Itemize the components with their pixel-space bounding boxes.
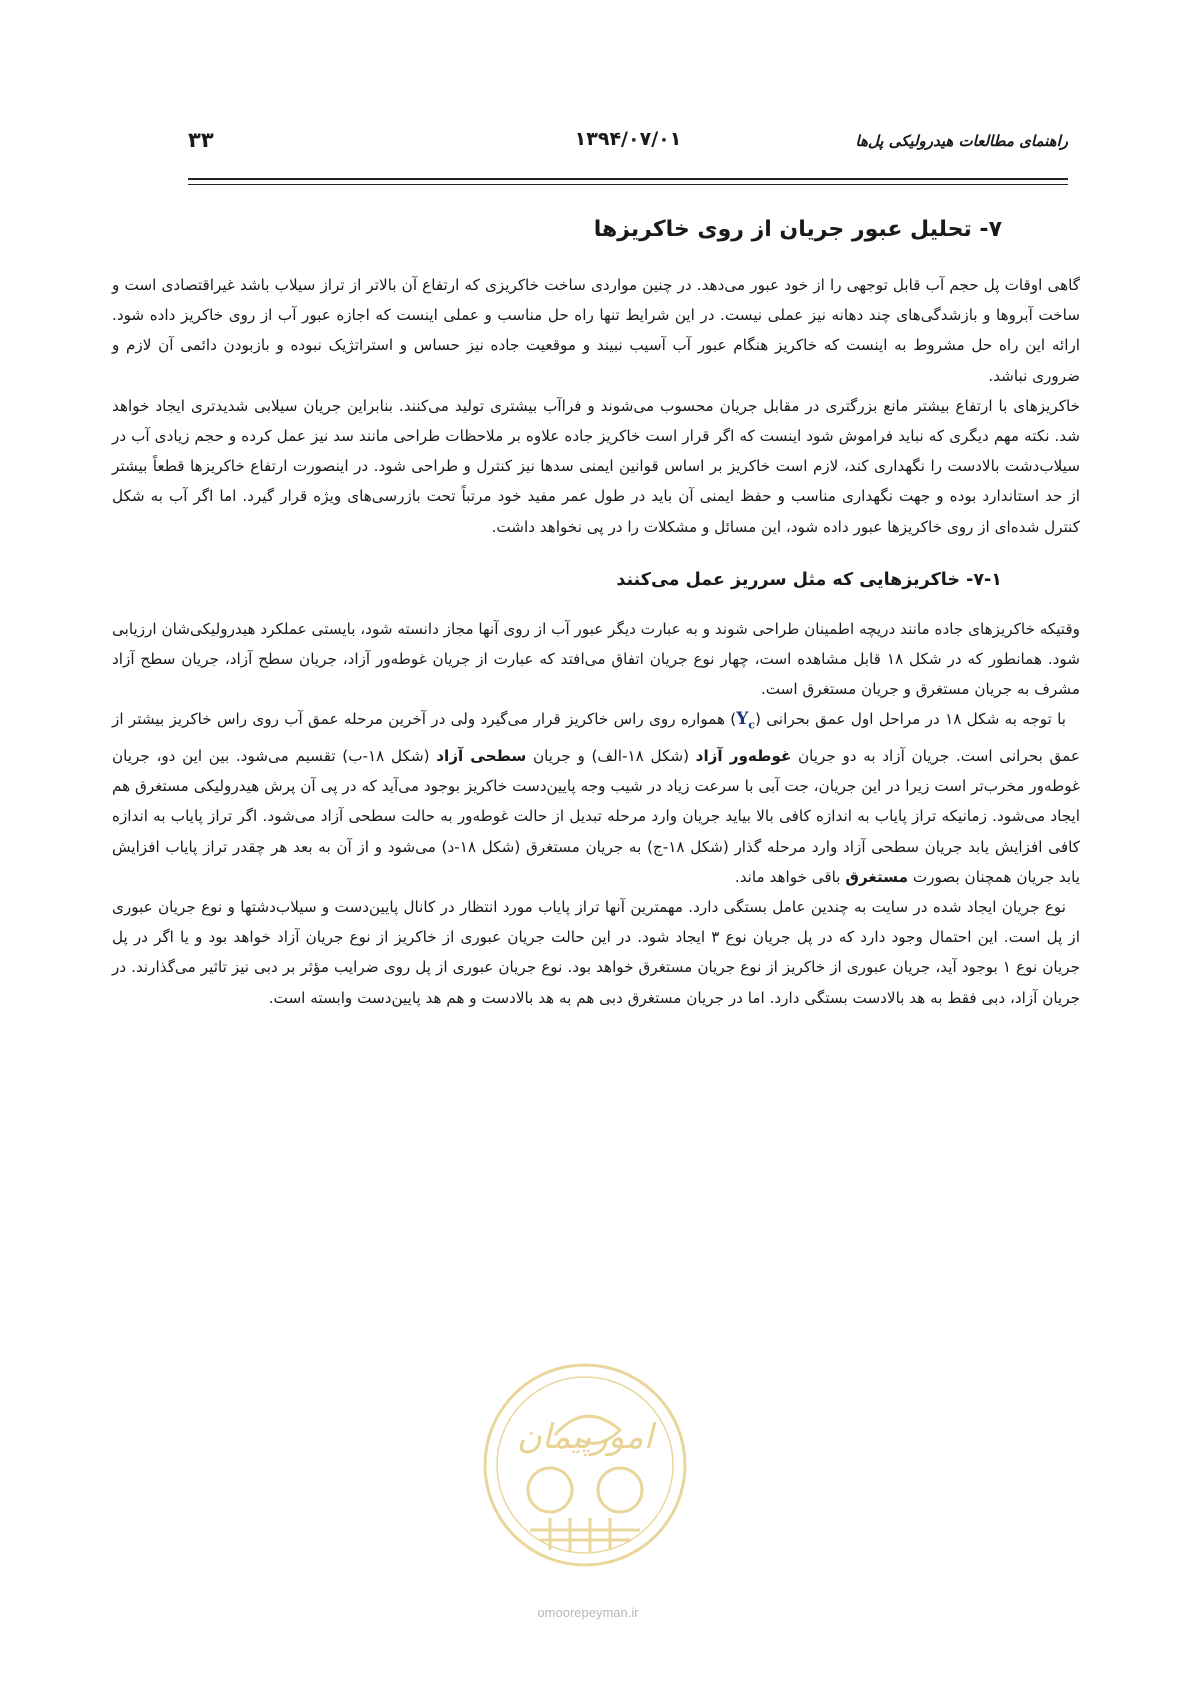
term-surface-free: سطحی آزاد <box>436 747 527 766</box>
seal-graphic <box>460 1340 710 1590</box>
term-submerged: مستغرق <box>845 867 909 886</box>
subsection-paragraph-2 <box>112 704 1080 892</box>
p2-text-4: (شکل ۱۸-ب) تقسیم می‌شود. بین این دو، جریان غوطه‌ور مخرب‌تر است زیرا در این جریان، جت آبی با سرعت زیاد در شیب وجه پایین‌دست خاکریز بوجود می‌آید که در پی آن پرش هیدرولیکی مستغرق هم ایجاد می‌شود. زمانیکه تراز پایاب به اندازه کافی بالا بیاید جریان وارد مرحله تبدیل از حالت غوطه‌ور به حالت سطحی آزاد می‌شود. اگر تراز پایاب به اندازه کافی افزایش یابد جریان سطحی آزاد وارد مرحله گذار (شکل ۱۸-ج) به جریان مستغرق (شکل ۱۸-د) می‌شود و از آن به بعد هر چقدر تراز پایاب افزایش یابد جریان همچنان بصورت <box>112 747 1080 886</box>
subsection-heading: ۷-۱- خاکریزهایی که مثل سرریز عمل می‌کنند <box>616 569 1002 590</box>
section-paragraph-2: خاکریزهای با ارتفاع بیشتر مانع بزرگتری در مقابل جریان محسوب می‌شوند و فراآب بیشتری تولید می‌کنند. بنابراین جریان سیلابی شدیدتری ایجاد خواهد شد. نکته مهم دیگری که نباید فراموش شود اینست که اگر قرار است خاکریز جاده علاوه بر ملاحظات طراحی مانند سد نیز عمل کرده و حجم زیادی آب در سیلاب‌دشت بالادست را نگهداری کند، لازم است خاکریز بر اساس قوانین ایمنی سدها نیز کنترل و طراحی شود. در اینصورت ارتفاع خاکریزها قطعاً بیشتر از حد استاندارد بوده و جهت نگهداری مناسب و حفظ ایمنی آن باید در طول عمر مفید خود مرتباً تحت بازرسی‌های ویژه قرار گیرد. اما اگر آب به شکل کنترل شده‌ای از روی خاکریزها عبور داده شود، این مسائل و مشکلات را در پی نخواهد داشت. <box>112 396 1080 536</box>
p2-text-3: (شکل ۱۸-الف) و جریان <box>526 747 696 766</box>
section-paragraph-1: گاهی اوقات پل حجم آب قابل توجهی را از خود عبور می‌دهد. در چنین مواردی ساخت خاکریزی که ارتفاع آن بالاتر از تراز سیلاب باشد غیراقتصادی است و ساخت آبروها و بازشدگی‌های چند دهانه نیز عملی نیست. در این شرایط تنها راه حل مناسب و عملی اینست که اجازه عبور آب از روی خاکریز داده شود. ارائه این راه حل مشروط به اینست که خاکریز هنگام عبور آب آسیب نبیند و موقعیت جاده نیز حساس و استراتژیک نبوده و بازبودن دائمی آن لازم و ضروری نباشد. <box>112 276 1080 385</box>
page-body <box>112 212 1080 1013</box>
critical-depth-symbol <box>736 709 756 732</box>
p2-text-5: باقی خواهد ماند. <box>734 867 846 886</box>
p2-text-1: با توجه به شکل ۱۸ در مراحل اول عمق بحرانی ( <box>755 710 1066 729</box>
symbol-y: Y <box>736 709 749 730</box>
page-header <box>188 128 1068 160</box>
seal-text: امورپیمان <box>516 1417 654 1457</box>
watermark-url: omoorepeyman.ir <box>537 1605 639 1620</box>
section-heading: ۷- تحلیل عبور جریان از روی خاکریزها <box>593 217 1002 242</box>
running-title: راهنمای مطالعات هیدرولیکی پل‌ها <box>855 132 1068 150</box>
term-plunging-free: غوطه‌ور آزاد <box>695 747 792 766</box>
subsection-paragraph-1: وقتیکه خاکریزهای جاده مانند دریچه اطمینان طراحی شوند و به عبارت دیگر عبور آب از روی آنها مجاز دانسته شود، بایستی عملکرد هیدرولیکی‌شان ارزیابی شود. همانطور که در شکل ۱۸ قابل مشاهده است، چهار نوع جریان اتفاق می‌افتد که عبارت از جریان غوطه‌ور آزاد، جریان سطح آزاد، جریان سطح آزاد مشرف به جریان مستغرق و جریان مستغرق است. <box>112 619 1080 699</box>
header-rule-thin <box>188 184 1068 185</box>
header-date: ۱۳۹۴/۰۷/۰۱ <box>574 128 682 150</box>
symbol-subscript-c: c <box>748 718 756 732</box>
p2-text-2: ) همواره روی راس خاکریز قرار می‌گیرد ولی در آخرین مرحله عمق آب روی راس خاکریز بیشتر از عمق بحرانی است. جریان آزاد به دو جریان <box>112 710 1080 766</box>
page-number: ۳۳ <box>188 128 214 152</box>
header-rule-thick <box>188 178 1068 180</box>
watermark-seal <box>460 1340 710 1590</box>
subsection-paragraph-3: نوع جریان ایجاد شده در سایت به چندین عامل بستگی دارد. مهمترین آنها تراز پایاب مورد انتظار در کانال پایین‌دست و سیلاب‌دشتها و نوع جریان عبوری از پل است. این احتمال وجود دارد که در پل جریان نوع ۳ ایجاد شود. در این حالت جریان عبوری از خاکریز از نوع جریان آزاد خواهد بود و یا اگر در پل جریان نوع ۱ بوجود آید، جریان عبوری از خاکریز از نوع جریان مستغرق خواهد بود. نوع جریان عبوری از پل روی ضرایب مؤثر بر دبی نیز تاثیر می‌گذارند. در جریان آزاد، دبی فقط به هد بالادست بستگی دارد. اما در جریان مستغرق دبی هم به هد بالادست و هم هد پایین‌دست وابسته است. <box>112 898 1080 1007</box>
